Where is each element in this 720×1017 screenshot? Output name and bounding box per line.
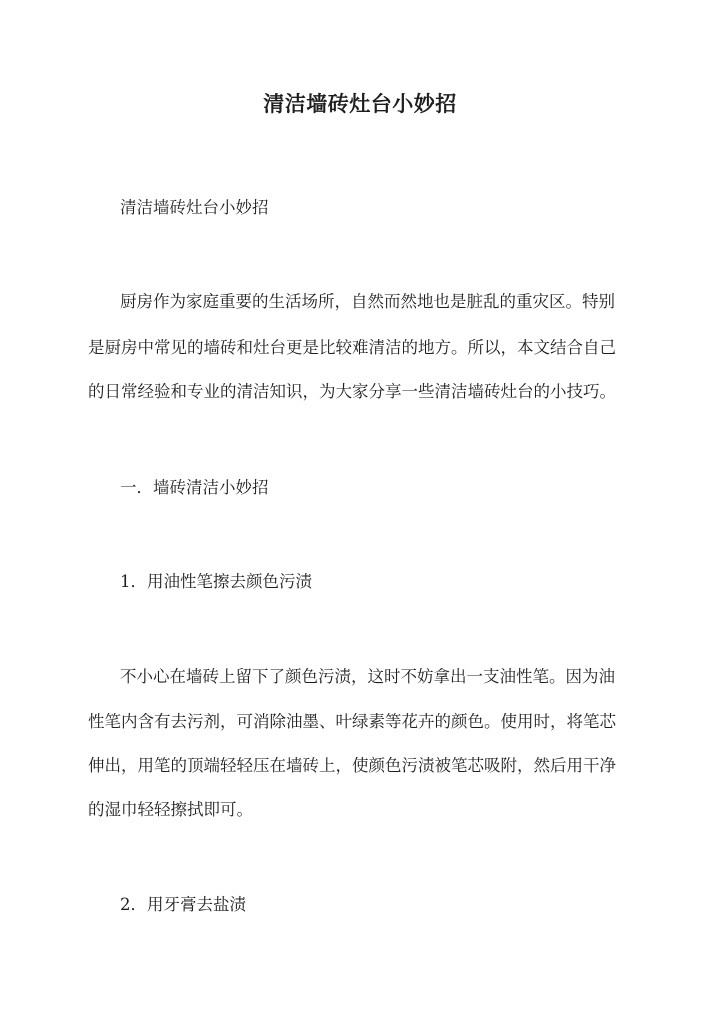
intro-line-3: 的日常经验和专业的清洁知识，为大家分享一些清洁墙砖灶台的小技巧。: [88, 382, 616, 401]
item-2-heading: 2．用牙膏去盐渍: [120, 895, 246, 914]
item-1-line-2: 性笔内含有去污剂，可消除油墨、叶绿素等花卉的颜色。使用时，将笔芯: [88, 712, 616, 731]
section-1-heading: 一．墙砖清洁小妙招: [120, 478, 269, 497]
intro-line-2: 是厨房中常见的墙砖和灶台更是比较难清洁的地方。所以，本文结合自己: [88, 338, 616, 357]
intro-line-1: 厨房作为家庭重要的生活场所，自然而然地也是脏乱的重灾区。特别: [120, 292, 615, 311]
item-1-line-4: 的湿巾轻轻擦拭即可。: [88, 800, 253, 819]
item-1-line-1: 不小心在墙砖上留下了颜色污渍，这时不妨拿出一支油性笔。因为油: [120, 667, 615, 686]
item-1-heading: 1．用油性笔擦去颜色污渍: [120, 572, 312, 591]
document-subtitle: 清洁墙砖灶台小妙招: [120, 198, 269, 217]
document-title: 清洁墙砖灶台小妙招: [263, 91, 457, 116]
item-1-line-3: 伸出，用笔的顶端轻轻压在墙砖上，使颜色污渍被笔芯吸附，然后用干净: [88, 756, 616, 775]
